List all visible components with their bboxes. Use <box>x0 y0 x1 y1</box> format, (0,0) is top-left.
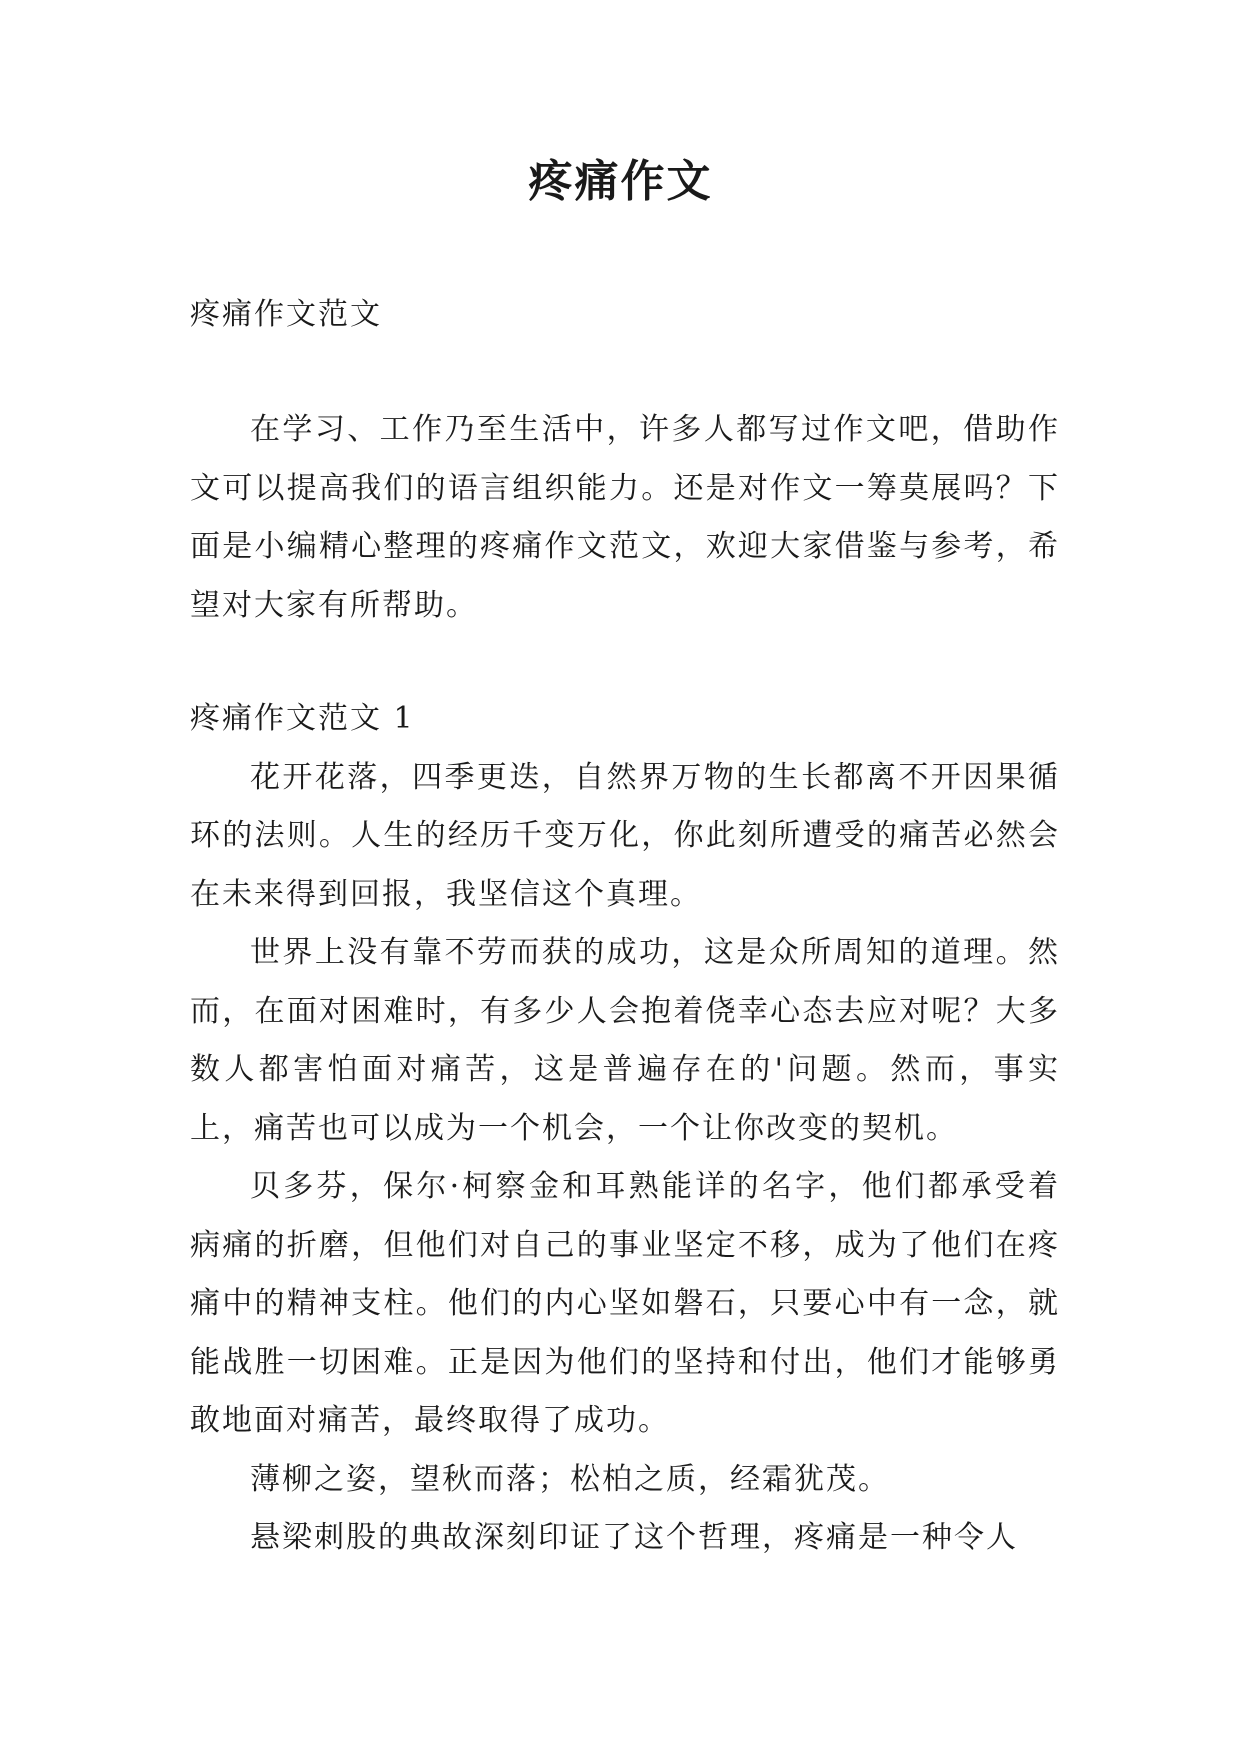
document-title: 疼痛作文 <box>528 156 713 207</box>
body-paragraph-2: 世界上没有靠不劳而获的成功，这是众所周知的道理。然而，在面对困难时，有多少人会抱着侥幸心态去应对呢？大多数人都害怕面对痛苦，这是普遍存在的'问题。然而，事实上，痛苦也可以成为一个机会，一个让你改变的契机。 <box>190 935 1060 1146</box>
body-paragraph-5: 悬梁刺股的典故深刻印证了这个哲理，疼痛是一种令人 <box>250 1520 1018 1555</box>
document-subtitle: 疼痛作文范文 <box>190 297 382 332</box>
body-paragraph-4: 薄柳之姿，望秋而落；松柏之质，经霜犹茂。 <box>250 1461 890 1497</box>
section-heading: 疼痛作文范文 1 <box>190 701 415 736</box>
document-body <box>190 285 1060 1568</box>
body-paragraph-3: 贝多芬，保尔·柯察金和耳熟能详的名字，他们都承受着病痛的折磨，但他们对自己的事业坚定不移，成为了他们在疼痛中的精神支柱。他们的内心坚如磐石，只要心中有一念，就能战胜一切困难。正是因为他们的坚持和付出，他们才能够勇敢地面对痛苦，最终取得了成功。 <box>190 1169 1060 1438</box>
body-paragraph-1: 花开花落，四季更迭，自然界万物的生长都离不开因果循环的法则。人生的经历千变万化，你此刻所遭受的痛苦必然会在未来得到回报，我坚信这个真理。 <box>190 759 1060 912</box>
intro-paragraph: 在学习、工作乃至生活中，许多人都写过作文吧，借助作文可以提高我们的语言组织能力。还是对作文一筹莫展吗？下面是小编精心整理的疼痛作文范文，欢迎大家借鉴与参考，希望对大家有所帮助。 <box>190 412 1060 623</box>
